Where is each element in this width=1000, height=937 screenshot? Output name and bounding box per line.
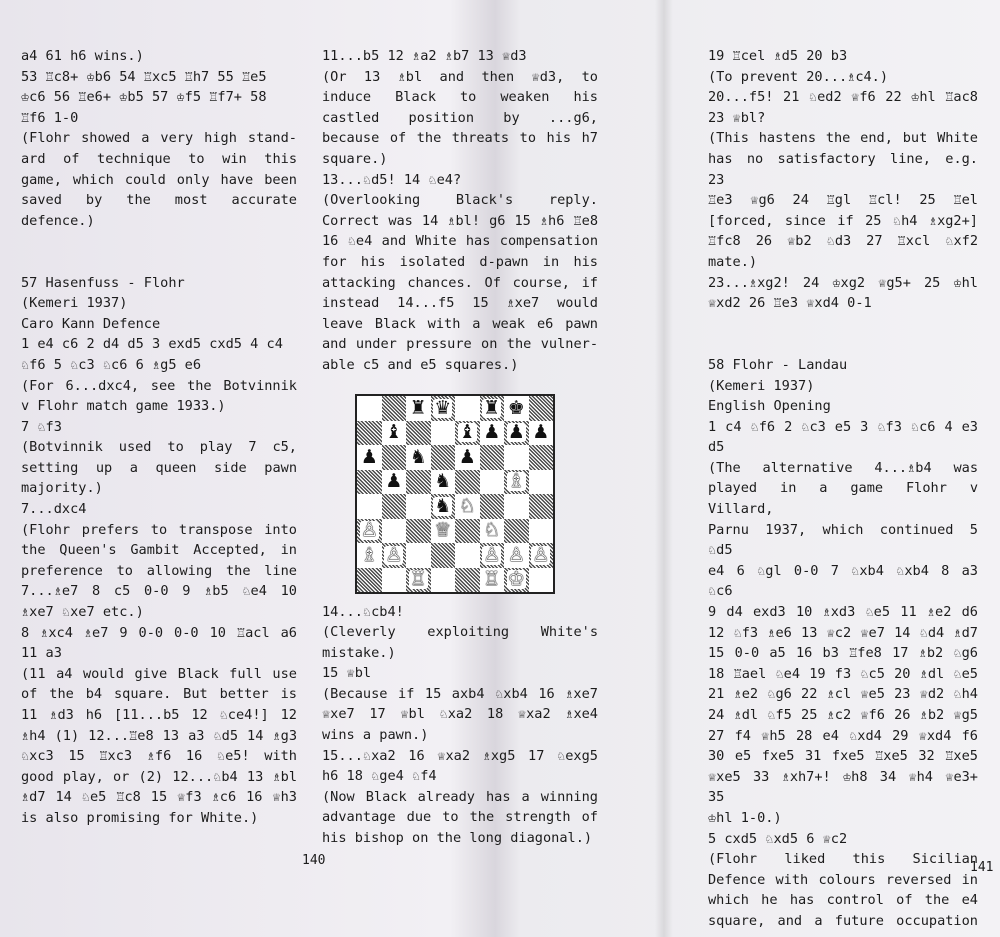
square-f5 xyxy=(480,470,505,495)
text-line: Parnu 1937, which continued 5 ♘d5 xyxy=(708,521,987,559)
square-f3 xyxy=(480,519,505,544)
chess-piece-icon: ♗ xyxy=(360,543,378,566)
square-d1 xyxy=(431,568,456,593)
square-g6 xyxy=(504,445,529,470)
text-line: (This hastens the end, but White xyxy=(708,130,978,147)
chess-piece-icon: ♙ xyxy=(385,543,403,566)
square-h3 xyxy=(529,519,554,544)
text-line: 15 0-0 a5 16 b3 ♖fe8 17 ♗b2 ♘g6 xyxy=(708,645,978,662)
square-g1 xyxy=(504,568,529,593)
text-line: ♘f6 5 ♘c3 ♘c6 6 ♗g5 e6 xyxy=(21,356,202,373)
text-line: (Now Black already has a winning xyxy=(322,788,598,805)
text-line: ♔c6 56 ♖e6+ ♔b5 57 ♔f5 ♖f7+ 58 xyxy=(21,89,267,106)
square-e1 xyxy=(455,568,480,593)
text-line: (Because if 15 axb4 ♘xb4 16 ♗xe7 xyxy=(322,685,598,702)
square-g2 xyxy=(504,543,529,568)
text-line: 9 d4 exd3 10 ♗xd3 ♘e5 11 ♗e2 d6 xyxy=(708,604,978,621)
square-c4 xyxy=(406,494,431,519)
text-line: ♕xe5 33 ♗xh7+! ♔h8 34 ♕h4 ♕e3+ 35 xyxy=(708,768,987,806)
chess-piece-icon: ♕ xyxy=(434,519,452,542)
chess-piece-icon: ♖ xyxy=(483,568,501,591)
text-line: advantage due to the strength of xyxy=(322,809,598,826)
text-line: able c5 and e5 squares.) xyxy=(322,356,519,373)
text-line: 18 ♖ael ♘e4 19 f3 ♘c5 20 ♗dl ♘e5 xyxy=(708,665,978,682)
square-d3 xyxy=(431,519,456,544)
text-line: 12 ♘f3 ♗e6 13 ♕c2 ♕e7 14 ♘d4 ♗d7 xyxy=(708,624,978,641)
text-line: ♖f6 1-0 xyxy=(21,109,79,126)
text-line: (Flohr showed a very high stand- xyxy=(21,130,297,147)
text-line: ♗d7 14 ♘e5 ♖c8 15 ♕f3 ♗c6 16 ♕h3 xyxy=(21,789,297,806)
square-g3 xyxy=(504,519,529,544)
chess-piece-icon: ♜ xyxy=(483,396,501,419)
text-line: (Kemeri 1937) xyxy=(708,377,815,394)
square-e4 xyxy=(455,494,480,519)
square-a2 xyxy=(357,543,382,568)
text-line: 20...f5! 21 ♘ed2 ♕f6 22 ♔hl ♖ac8 xyxy=(708,89,978,106)
square-e5 xyxy=(455,470,480,495)
text-line: defence.) xyxy=(21,212,95,229)
text-line: 57 Hasenfuss - Flohr xyxy=(21,274,185,291)
square-d5 xyxy=(431,470,456,495)
square-g8 xyxy=(504,396,529,421)
chess-piece-icon: ♜ xyxy=(409,396,427,419)
square-c6 xyxy=(406,445,431,470)
square-f6 xyxy=(480,445,505,470)
square-d2 xyxy=(431,543,456,568)
page-number-left: 140 xyxy=(302,853,326,868)
square-f4 xyxy=(480,494,505,519)
chess-piece-icon: ♖ xyxy=(409,568,427,591)
text-line: (The alternative 4...♗b4 was xyxy=(708,459,978,476)
text-line: ♖fc8 26 ♕b2 ♘d3 27 ♖xcl ♘xf2 xyxy=(708,233,978,250)
text-line: ♕xe7 17 ♕bl ♘xa2 18 ♕xa2 ♗xe4 xyxy=(322,706,598,723)
square-b2 xyxy=(382,543,407,568)
text-line: 23...♗xg2! 24 ♔xg2 ♕g5+ 25 ♔hl xyxy=(708,274,978,291)
square-d6 xyxy=(431,445,456,470)
square-e8 xyxy=(455,396,480,421)
text-line: the Queen's Gambit Accepted, in xyxy=(21,542,297,559)
square-e3 xyxy=(455,519,480,544)
text-line: (Botvinnik used to play 7 c5, xyxy=(21,439,297,456)
square-h6 xyxy=(529,445,554,470)
chess-piece-icon: ♛ xyxy=(434,396,452,419)
text-line: d5 xyxy=(708,439,725,456)
square-f1 xyxy=(480,568,505,593)
text-line: and under pressure on the vulner- xyxy=(322,336,598,353)
square-e7 xyxy=(455,421,480,446)
square-h2 xyxy=(529,543,554,568)
square-b6 xyxy=(382,445,407,470)
text-line: (For 6...dxc4, see the Botvinnik xyxy=(21,377,297,394)
left-page-column-1 xyxy=(21,46,297,829)
text-line: 24 ♗dl ♘f5 25 ♗c2 ♕f6 26 ♗b2 ♕g5 xyxy=(708,707,978,723)
text-line: (Overlooking Black's reply. xyxy=(322,192,598,209)
text-line: (Or 13 ♗bl and then ♕d3, to xyxy=(322,68,598,85)
text-line: has no satisfactory line, e.g. 23 xyxy=(708,150,987,188)
text-line: for his isolated d-pawn in his xyxy=(322,253,598,270)
chess-piece-icon: ♟ xyxy=(483,421,501,444)
chess-piece-icon: ♙ xyxy=(360,519,378,542)
chess-piece-icon: ♗ xyxy=(507,470,525,493)
text-line: castled position by ...g6, xyxy=(322,109,598,126)
text-line: 15 ♕bl xyxy=(322,665,372,682)
text-line: game, which could only have been xyxy=(21,171,297,188)
text-line: mate.) xyxy=(708,253,758,270)
text-line: English Opening xyxy=(708,398,831,415)
square-h4 xyxy=(529,494,554,519)
chess-piece-icon: ♞ xyxy=(434,470,452,493)
text-line: ♘xc3 15 ♖xc3 ♗f6 16 ♘e5! with xyxy=(21,748,297,765)
blank-line xyxy=(21,231,297,252)
square-a5 xyxy=(357,470,382,495)
text-line: 21 ♗e2 ♘g6 22 ♗cl ♕e5 23 ♕d2 ♘h4 xyxy=(708,686,978,703)
square-f8 xyxy=(480,396,505,421)
text-line: square.) xyxy=(322,150,388,167)
text-line: ♗xe7 ♘xe7 etc.) xyxy=(21,604,144,621)
text-line: of the b4 square. But better is xyxy=(21,686,297,703)
square-b1 xyxy=(382,568,407,593)
chess-piece-icon: ♞ xyxy=(434,494,452,517)
text-line: Defence with colours reversed in xyxy=(708,871,978,888)
square-a8 xyxy=(357,396,382,421)
text-line: 11...b5 12 ♗a2 ♗b7 13 ♕d3 xyxy=(322,48,527,64)
square-a3 xyxy=(357,519,382,544)
text-line: his bishop on the long diagonal.) xyxy=(322,830,593,847)
text-line: leave Black with a weak e6 pawn xyxy=(322,315,598,332)
square-c5 xyxy=(406,470,431,495)
square-d7 xyxy=(431,421,456,446)
square-g4 xyxy=(504,494,529,519)
square-b7 xyxy=(382,421,407,446)
chess-piece-icon: ♙ xyxy=(507,543,525,566)
text-line: 53 ♖c8+ ♔b6 54 ♖xc5 ♖h7 55 ♖e5 xyxy=(21,68,267,85)
text-line: v Flohr match game 1933.) xyxy=(21,398,226,415)
chess-piece-icon: ♝ xyxy=(458,421,476,444)
text-line: 5 cxd5 ♘xd5 6 ♕c2 xyxy=(708,830,848,847)
text-line: 8 ♗xc4 ♗e7 9 0-0 0-0 10 ♖acl a6 xyxy=(21,624,297,641)
square-e6 xyxy=(455,445,480,470)
text-line: instead 14...f5 15 ♗xe7 would xyxy=(322,295,598,312)
chess-piece-icon: ♙ xyxy=(532,543,550,566)
text-line: (Cleverly exploiting White's xyxy=(322,624,598,641)
text-line: 13...♘d5! 14 ♘e4? xyxy=(322,171,462,188)
square-a4 xyxy=(357,494,382,519)
text-line: 1 e4 c6 2 d4 d5 3 exd5 cxd5 4 c4 xyxy=(21,336,283,353)
text-line: is also promising for White.) xyxy=(21,809,259,826)
square-h5 xyxy=(529,470,554,495)
chess-piece-icon: ♟ xyxy=(360,445,378,468)
text-line: good play, or (2) 12...♘b4 13 ♗bl xyxy=(21,768,297,785)
text-line: saved by the most accurate xyxy=(21,192,297,209)
text-line: (Flohr liked this Sicilian xyxy=(708,851,978,868)
square-h8 xyxy=(529,396,554,421)
text-line: preference to allowing the line xyxy=(21,562,297,579)
text-line: 19 ♖cel ♗d5 20 b3 xyxy=(708,48,848,64)
square-g5 xyxy=(504,470,529,495)
text-line: ♖e3 ♕g6 24 ♖gl ♖cl! 25 ♖el xyxy=(708,192,978,209)
text-line: setting up a queen side pawn xyxy=(21,459,297,476)
square-f7 xyxy=(480,421,505,446)
blank-line xyxy=(708,314,978,335)
square-b3 xyxy=(382,519,407,544)
text-line: 58 Flohr - Landau xyxy=(708,356,848,373)
square-b8 xyxy=(382,396,407,421)
chess-piece-icon: ♔ xyxy=(507,568,525,591)
blank-line xyxy=(21,252,297,273)
text-line: h6 18 ♘ge4 ♘f4 xyxy=(322,768,437,785)
page-number-right: 141 xyxy=(970,860,994,875)
text-line: (To prevent 20...♗c4.) xyxy=(708,68,889,85)
text-line: played in a game Flohr v Villard, xyxy=(708,480,987,518)
chess-piece-icon: ♟ xyxy=(458,445,476,468)
square-a6 xyxy=(357,445,382,470)
chess-piece-icon: ♟ xyxy=(532,421,550,444)
square-b5 xyxy=(382,470,407,495)
text-line: 7 ♘f3 xyxy=(21,418,62,435)
square-h1 xyxy=(529,568,554,593)
text-line: 16 ♘e4 and White has compensation xyxy=(322,233,598,250)
text-line: 11 a3 xyxy=(21,645,62,662)
text-line: wins a pawn.) xyxy=(322,727,429,744)
square-f2 xyxy=(480,543,505,568)
text-line: majority.) xyxy=(21,480,103,497)
chess-piece-icon: ♘ xyxy=(483,519,501,542)
text-line: 1 c4 ♘f6 2 ♘c3 e5 3 ♘f3 ♘c6 4 e3 xyxy=(708,418,978,435)
text-line: (Kemeri 1937) xyxy=(21,295,128,312)
square-d8 xyxy=(431,396,456,421)
square-g7 xyxy=(504,421,529,446)
square-b4 xyxy=(382,494,407,519)
text-line: 7...dxc4 xyxy=(21,501,87,518)
blank-line xyxy=(708,334,978,355)
chess-piece-icon: ♟ xyxy=(507,421,525,444)
text-line: Caro Kann Defence xyxy=(21,315,161,332)
text-line: 11 ♗d3 h6 [11...b5 12 ♘ce4!] 12 xyxy=(21,707,297,723)
square-c3 xyxy=(406,519,431,544)
square-a7 xyxy=(357,421,382,446)
chess-diagram xyxy=(355,394,555,594)
square-e2 xyxy=(455,543,480,568)
square-c2 xyxy=(406,543,431,568)
text-line: 15...♘xa2 16 ♕xa2 ♗xg5 17 ♘exg5 xyxy=(322,747,598,764)
square-c8 xyxy=(406,396,431,421)
text-line: ♔hl 1-0.) xyxy=(708,809,782,826)
text-line: which he has control of the e4 xyxy=(708,892,978,909)
text-line: 14...♘cb4! xyxy=(322,603,404,620)
text-line: 7...♗e7 8 c5 0-0 9 ♗b5 ♘e4 10 xyxy=(21,583,297,600)
text-line: (11 a4 would give Black full use xyxy=(21,665,297,682)
chess-piece-icon: ♙ xyxy=(483,543,501,566)
text-line: [forced, since if 25 ♘h4 ♗xg2+] xyxy=(708,212,978,229)
chess-piece-icon: ♟ xyxy=(385,470,403,493)
text-line: 23 ♕bl? xyxy=(708,109,766,126)
square-c7 xyxy=(406,421,431,446)
text-line: because of the threats to his h7 xyxy=(322,130,598,147)
text-line: induce Black to weaken his xyxy=(322,89,598,106)
square-h7 xyxy=(529,421,554,446)
text-line: mistake.) xyxy=(322,644,396,661)
page-gutter xyxy=(655,0,673,937)
square-a1 xyxy=(357,568,382,593)
chess-piece-icon: ♚ xyxy=(507,396,525,419)
text-line: a4 61 h6 wins.) xyxy=(21,48,144,64)
text-line: 27 f4 ♕h5 28 e4 ♘xd4 29 ♕xd4 f6 xyxy=(708,727,978,744)
chess-piece-icon: ♘ xyxy=(458,494,476,517)
text-line: square, and a future occupation xyxy=(708,912,978,929)
chess-piece-icon: ♞ xyxy=(409,445,427,468)
text-line: attacking chances. Of course, if xyxy=(322,274,598,291)
chess-piece-icon: ♝ xyxy=(385,421,403,444)
text-line: ♕xd2 26 ♖e3 ♕xd4 0-1 xyxy=(708,295,872,312)
square-c1 xyxy=(406,568,431,593)
text-line: ♗h4 (1) 12...♖e8 13 a3 ♘d5 14 ♗g3 xyxy=(21,727,297,744)
text-line: e4 6 ♘gl 0-0 7 ♘xb4 ♘xb4 8 a3 ♘c6 xyxy=(708,562,987,600)
text-line: (Flohr prefers to transpose into xyxy=(21,521,297,538)
text-line: Correct was 14 ♗bl! g6 15 ♗h6 ♖e8 xyxy=(322,212,598,229)
text-line: ard of technique to win this xyxy=(21,150,297,167)
text-line: 30 e5 fxe5 31 fxe5 ♖xe5 32 ♖xe5 xyxy=(708,748,978,765)
chess-board xyxy=(357,396,553,592)
square-d4 xyxy=(431,494,456,519)
